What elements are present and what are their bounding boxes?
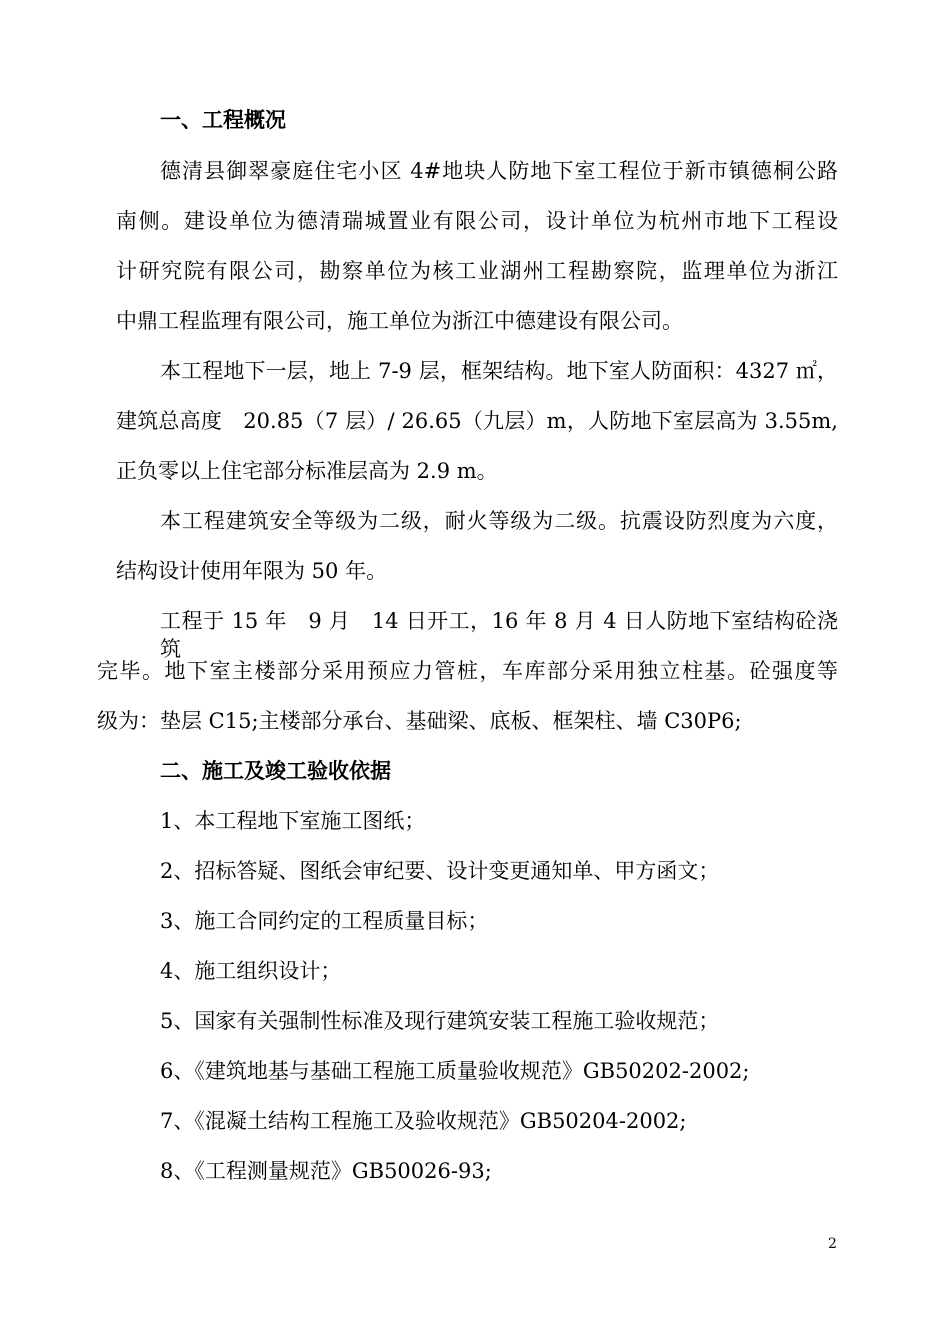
page-number: 2 [828, 1236, 837, 1252]
paragraph-line: 结构设计使用年限为 50 年。 [116, 559, 388, 583]
paragraph-line: 本工程地下一层，地上 7-9 层，框架结构。地下室人防面积：4327 ㎡， [160, 359, 838, 383]
paragraph-line: 完毕。地下室主楼部分采用预应力管桩，车库部分采用独立柱基。砼强度等 [97, 659, 838, 683]
paragraph-line: 南侧。建设单位为德清瑞城置业有限公司，设计单位为杭州市地下工程设 [116, 209, 838, 233]
paragraph-line: 计研究院有限公司，勘察单位为核工业湖州工程勘察院，监理单位为浙江 [116, 259, 838, 283]
section-heading-basis: 二、施工及竣工验收依据 [160, 759, 391, 783]
list-item: 1、本工程地下室施工图纸； [160, 809, 426, 833]
list-item: 8、《工程测量规范》GB50026-93; [160, 1159, 492, 1183]
list-item: 4、施工组织设计； [160, 959, 342, 983]
paragraph-line: 本工程建筑安全等级为二级，耐火等级为二级。抗震设防烈度为六度， [160, 509, 838, 533]
list-item: 2、招标答疑、图纸会审纪要、设计变更通知单、甲方函文； [160, 859, 720, 883]
paragraph-line: 德清县御翠豪庭住宅小区 4#地块人防地下室工程位于新市镇德桐公路 [160, 159, 838, 183]
paragraph-line: 建筑总高度 20.85（7 层）/ 26.65（九层）m，人防地下室层高为 3.55m, [116, 409, 838, 433]
list-item: 7、《混凝土结构工程施工及验收规范》GB50204-2002; [160, 1109, 687, 1133]
section-heading-overview: 一、工程概况 [160, 108, 286, 132]
paragraph-line: 正负零以上住宅部分标准层高为 2.9 m。 [116, 459, 498, 483]
list-item: 3、施工合同约定的工程质量目标； [160, 909, 489, 933]
paragraph-line: 工程于 15 年 9 月 14 日开工，16 年 8 月 4 日人防地下室结构砼浇筑 [160, 609, 838, 661]
list-item: 6、《建筑地基与基础工程施工质量验收规范》GB50202-2002; [160, 1059, 750, 1083]
paragraph-line: 中鼎工程监理有限公司，施工单位为浙江中德建设有限公司。 [116, 309, 683, 333]
list-item: 5、国家有关强制性标准及现行建筑安装工程施工验收规范； [160, 1009, 720, 1033]
paragraph-line: 级为：垫层 C15;主楼部分承台、基础梁、底板、框架柱、墙 C30P6; [97, 709, 742, 733]
